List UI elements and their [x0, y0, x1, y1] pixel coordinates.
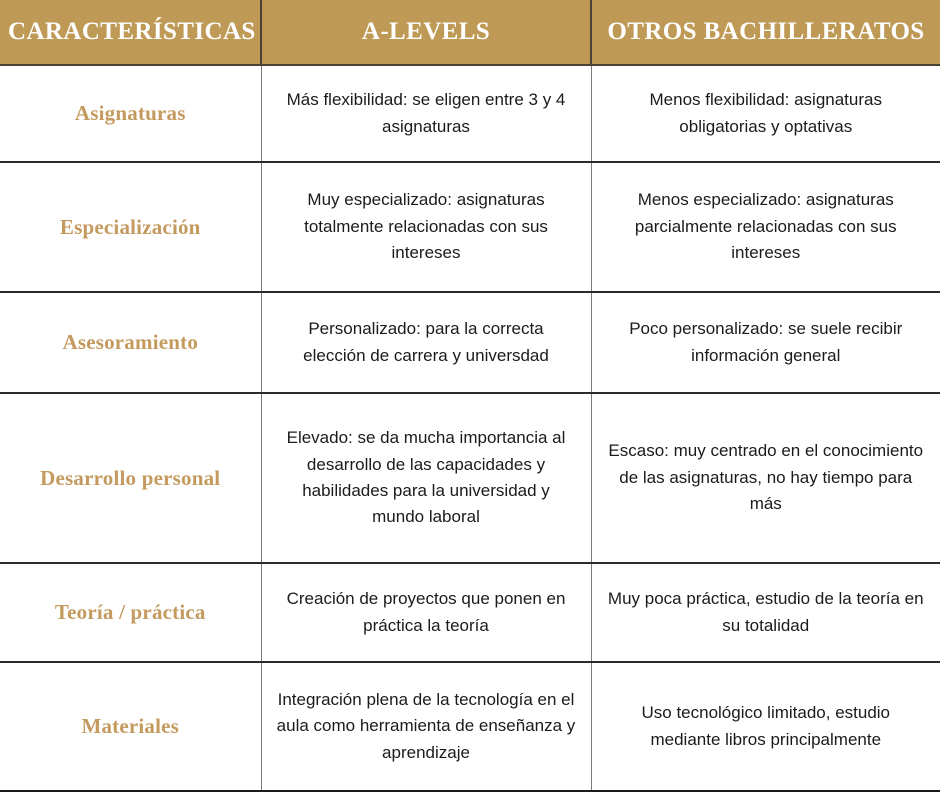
cell-others-materiales: Uso tecnológico limitado, estudio mediante libros principalmente [591, 662, 940, 791]
cell-alevels-asesoramiento: Personalizado: para la correcta elección de carrera y universdad [261, 292, 591, 393]
table-row [0, 162, 940, 292]
cell-others-teoria-practica: Muy poca práctica, estudio de la teoría en su totalidad [591, 563, 940, 662]
column-header-caracteristicas: CARACTERÍSTICAS [0, 0, 261, 65]
feature-label-especializacion: Especialización [0, 162, 261, 292]
feature-label-teoria-practica: Teoría / práctica [0, 563, 261, 662]
cell-others-especializacion: Menos especializado: asignaturas parcialmente relacionadas con sus intereses [591, 162, 940, 292]
cell-alevels-asignaturas: Más flexibilidad: se eligen entre 3 y 4 asignaturas [261, 65, 591, 162]
feature-label-desarrollo-personal: Desarrollo personal [0, 393, 261, 563]
feature-label-asesoramiento: Asesoramiento [0, 292, 261, 393]
feature-label-materiales: Materiales [0, 662, 261, 791]
table-body [0, 65, 940, 791]
cell-alevels-desarrollo-personal: Elevado: se da mucha importancia al desarrollo de las capacidades y habilidades para la universidad y mundo laboral [261, 393, 591, 563]
cell-alevels-especializacion: Muy especializado: asignaturas totalmente relacionadas con sus intereses [261, 162, 591, 292]
cell-others-asesoramiento: Poco personalizado: se suele recibir información general [591, 292, 940, 393]
column-header-a-levels: A-LEVELS [261, 0, 591, 65]
table-header [0, 0, 940, 65]
cell-alevels-materiales: Integración plena de la tecnología en el aula como herramienta de enseñanza y aprendizaje [261, 662, 591, 791]
table-row [0, 393, 940, 563]
feature-label-asignaturas: Asignaturas [0, 65, 261, 162]
cell-alevels-teoria-practica: Creación de proyectos que ponen en práctica la teoría [261, 563, 591, 662]
header-row [0, 0, 940, 65]
table-row [0, 563, 940, 662]
table-row [0, 662, 940, 791]
column-header-otros-bachilleratos: OTROS BACHILLERATOS [591, 0, 940, 65]
table-row [0, 65, 940, 162]
cell-others-asignaturas: Menos flexibilidad: asignaturas obligatorias y optativas [591, 65, 940, 162]
cell-others-desarrollo-personal: Escaso: muy centrado en el conocimiento de las asignaturas, no hay tiempo para más [591, 393, 940, 563]
table-row [0, 292, 940, 393]
